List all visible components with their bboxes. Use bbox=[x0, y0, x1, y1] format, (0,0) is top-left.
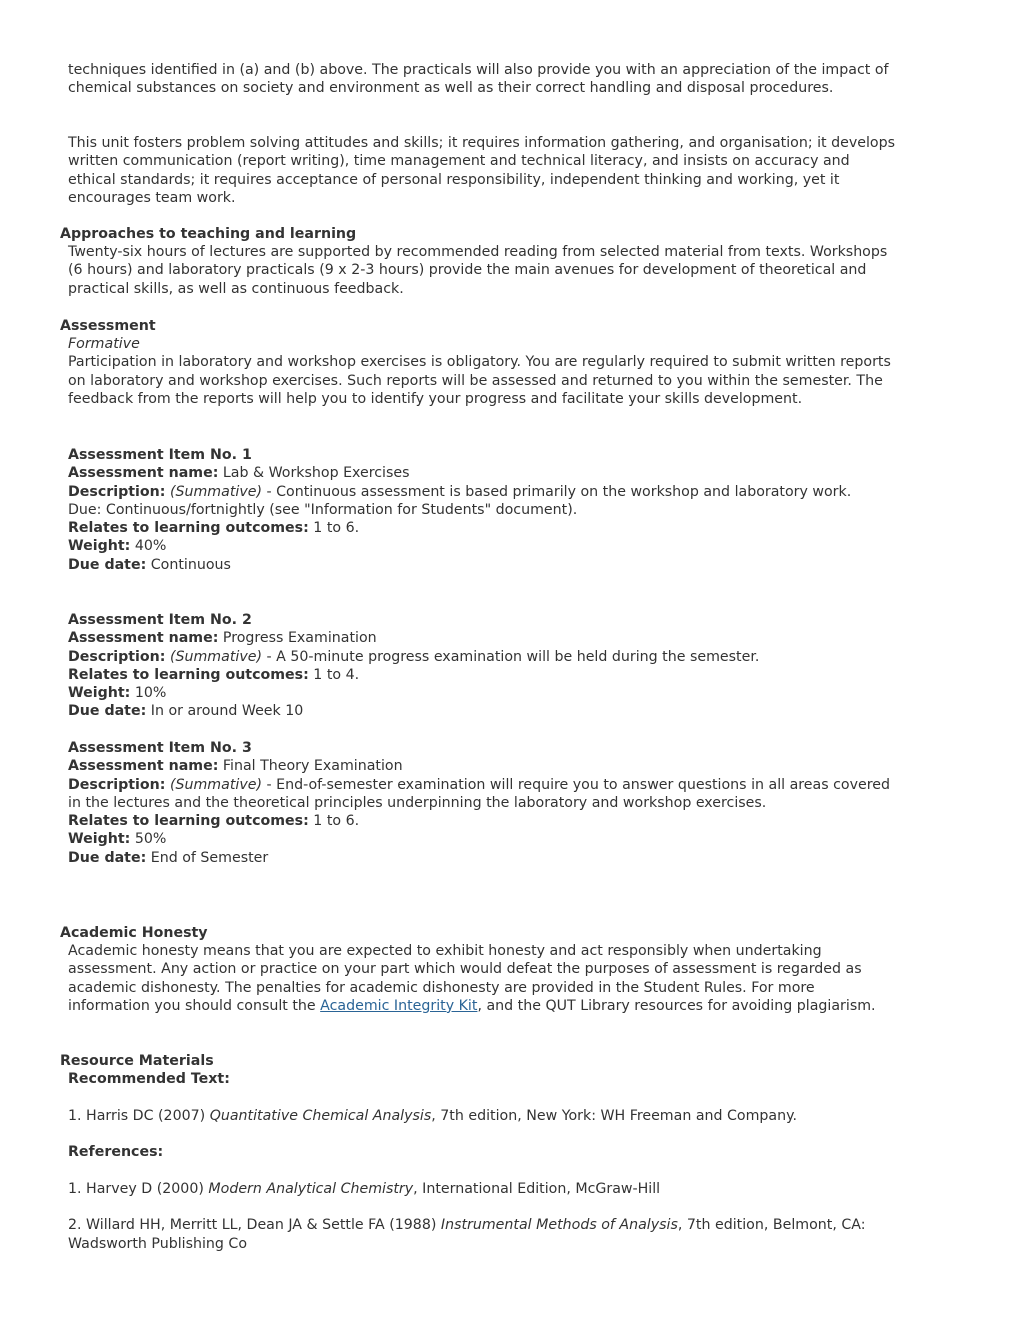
name-label: Assessment name: bbox=[68, 758, 219, 775]
approaches-heading: Approaches to teaching and learning bbox=[60, 226, 357, 242]
honesty-text bbox=[68, 942, 898, 1015]
item-weight: 40% bbox=[134, 538, 167, 555]
summative-tag: (Summative) bbox=[169, 483, 262, 500]
ref-publisher: , 7th edition, New York: WH Freeman and Company. bbox=[431, 1107, 797, 1124]
intro-paragraph-2: This unit fosters problem solving attitudes and skills; it requires information gathering, and organisation; it develops written communication (report writing), time management and technical literacy, and insists on accuracy and ethical standards; it requires acceptance of personal responsibility, independent thinking and working, yet it encourages team work. bbox=[68, 135, 895, 206]
formative-text: Participation in laboratory and workshop exercises is obligatory. You are regularly required to submit written reports on laboratory and workshop exercises. Such reports will be assessed and returned to you within the semester. The feedback from the reports will help you to identify your progress and facilitate your skills development. bbox=[68, 354, 891, 407]
item-description-row bbox=[68, 483, 898, 501]
item-description-row bbox=[68, 776, 898, 813]
item-extra: Due: Continuous/fortnightly (see "Information for Students" document). bbox=[68, 501, 578, 518]
name-label: Assessment name: bbox=[68, 465, 219, 482]
item-due: In or around Week 10 bbox=[150, 703, 304, 720]
summative-tag: (Summative) bbox=[169, 648, 262, 665]
item-weight: 50% bbox=[134, 831, 167, 848]
resources-heading: Resource Materials bbox=[60, 1053, 214, 1069]
intro-paragraph-1: techniques identified in (a) and (b) above. The practicals will also provide you with an appreciation of the impact of chemical substances on society and environment as well as their correct handling and disposal procedures. bbox=[68, 62, 889, 97]
honesty-text-after: , and the QUT Library resources for avoiding plagiarism. bbox=[477, 997, 876, 1014]
ref-title: Modern Analytical Chemistry bbox=[208, 1180, 414, 1197]
item-weight-row bbox=[68, 830, 898, 848]
item-name-row bbox=[68, 464, 898, 482]
item-due-row bbox=[68, 702, 898, 720]
formative-label: Formative bbox=[68, 336, 140, 352]
description-label: Description: bbox=[68, 648, 166, 665]
ref-title: Quantitative Chemical Analysis bbox=[209, 1107, 432, 1124]
item-name: Progress Examination bbox=[222, 630, 377, 647]
item-weight-row bbox=[68, 537, 898, 555]
assessment-heading: Assessment bbox=[60, 318, 156, 334]
item-name-row bbox=[68, 629, 898, 647]
ref-author: 2. Willard HH, Merritt LL, Dean JA & Settle FA (1988) bbox=[68, 1217, 441, 1234]
item-outcomes: 1 to 6. bbox=[313, 813, 360, 830]
weight-label: Weight: bbox=[68, 685, 131, 702]
item-name: Final Theory Examination bbox=[222, 758, 403, 775]
resources-section bbox=[68, 1070, 898, 1253]
weight-label: Weight: bbox=[68, 831, 131, 848]
honesty-heading: Academic Honesty bbox=[60, 925, 208, 941]
weight-label: Weight: bbox=[68, 538, 131, 555]
item-description-row bbox=[68, 648, 898, 666]
honesty-text-before: Academic honesty means that you are expected to exhibit honesty and act responsibly when undertaking assessment. Any action or practice on your part which would defeat the purposes of assessment is regarded as academic dishonesty. The penalties for academic dishonesty are provided in the Student Rules. For more information you should consult the bbox=[68, 943, 862, 1014]
item-outcomes-row bbox=[68, 519, 898, 537]
outcomes-label: Relates to learning outcomes: bbox=[68, 813, 309, 830]
outcomes-label: Relates to learning outcomes: bbox=[68, 666, 309, 683]
ref-author: 1. Harvey D (2000) bbox=[68, 1180, 209, 1197]
item-title: Assessment Item No. 3 bbox=[68, 740, 252, 756]
assessment-item-1 bbox=[68, 446, 898, 574]
item-weight: 10% bbox=[134, 685, 167, 702]
description-label: Description: bbox=[68, 776, 166, 793]
item-title: Assessment Item No. 1 bbox=[68, 447, 252, 463]
due-label: Due date: bbox=[68, 849, 147, 866]
item-outcomes: 1 to 4. bbox=[313, 666, 360, 683]
item-name-row bbox=[68, 757, 898, 775]
item-due: End of Semester bbox=[150, 849, 269, 866]
item-due-row bbox=[68, 556, 898, 574]
formative-section bbox=[68, 335, 898, 408]
ref-title: Instrumental Methods of Analysis bbox=[440, 1217, 678, 1234]
item-description: - A 50-minute progress examination will be held during the semester. bbox=[262, 648, 760, 665]
item-outcomes: 1 to 6. bbox=[313, 520, 360, 537]
item-due: Continuous bbox=[150, 556, 231, 573]
approaches-text: Twenty-six hours of lectures are supported by recommended reading from selected material from texts. Workshops (6 hours) and laboratory practicals (9 x 2-3 hours) provide the main avenues for development of theoretical and practical skills, as well as continuous feedback. bbox=[68, 244, 888, 297]
item-outcomes-row bbox=[68, 812, 898, 830]
item-weight-row bbox=[68, 684, 898, 702]
item-description: - Continuous assessment is based primarily on the workshop and laboratory work. bbox=[262, 483, 852, 500]
item-title: Assessment Item No. 2 bbox=[68, 612, 252, 628]
ref-author: 1. Harris DC (2007) bbox=[68, 1107, 210, 1124]
reference-item-1 bbox=[68, 1180, 898, 1198]
assessment-item-3 bbox=[68, 739, 898, 867]
reference-item-2 bbox=[68, 1216, 898, 1253]
ref-publisher: , International Edition, McGraw-Hill bbox=[413, 1180, 661, 1197]
item-description: - End-of-semester examination will require you to answer questions in all areas covered in the lectures and the theoretical principles underpinning the laboratory and workshop exercises. bbox=[68, 776, 890, 811]
outcomes-label: Relates to learning outcomes: bbox=[68, 520, 309, 537]
recommended-item bbox=[68, 1107, 898, 1125]
item-outcomes-row bbox=[68, 666, 898, 684]
description-label: Description: bbox=[68, 483, 166, 500]
academic-integrity-kit-link[interactable]: Academic Integrity Kit bbox=[320, 997, 478, 1014]
due-label: Due date: bbox=[68, 703, 147, 720]
due-label: Due date: bbox=[68, 556, 147, 573]
recommended-label: Recommended Text: bbox=[68, 1071, 230, 1087]
item-name: Lab & Workshop Exercises bbox=[222, 465, 410, 482]
item-due-row bbox=[68, 849, 898, 867]
ref-publisher: , 7th edition, Belmont, CA: Wadsworth Publishing Co bbox=[68, 1217, 866, 1252]
summative-tag: (Summative) bbox=[169, 776, 262, 793]
references-label: References: bbox=[68, 1144, 164, 1161]
name-label: Assessment name: bbox=[68, 630, 219, 647]
assessment-item-2 bbox=[68, 611, 898, 721]
